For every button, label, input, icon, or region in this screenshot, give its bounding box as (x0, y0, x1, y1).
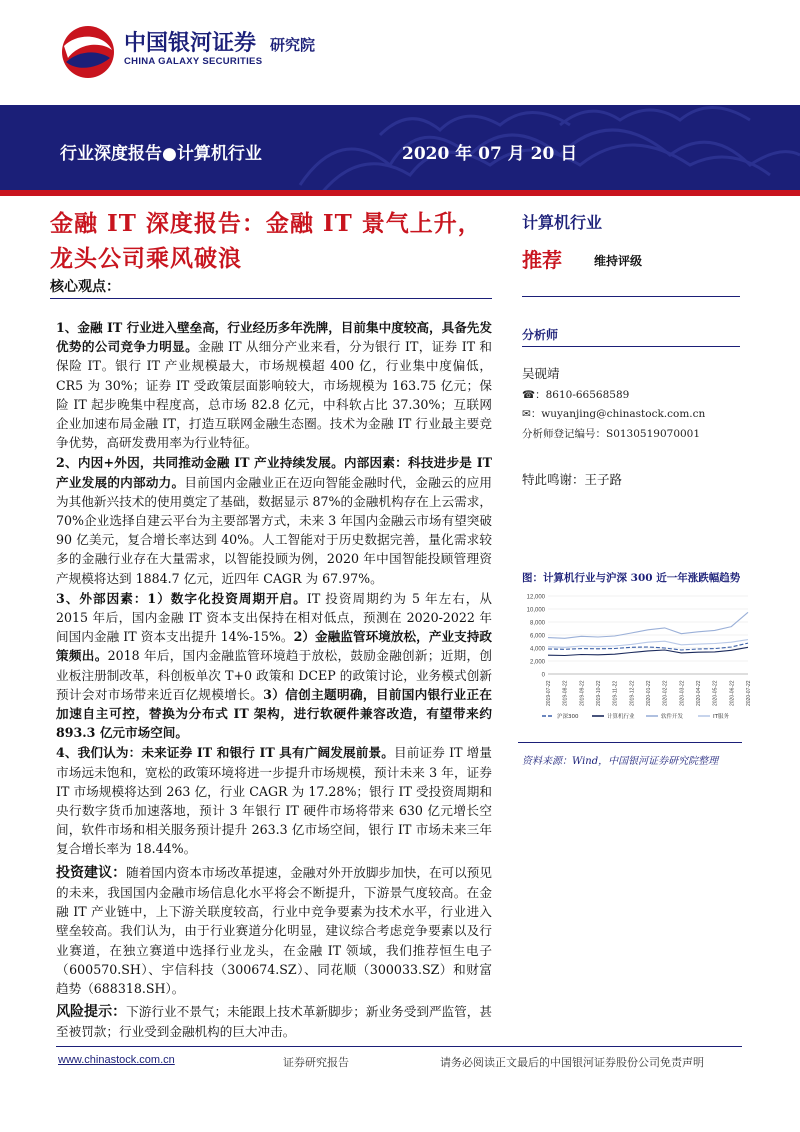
legend-label: 计算机行业 (607, 714, 635, 720)
series-line (548, 640, 748, 648)
y-tick-label: 12,000 (526, 594, 545, 601)
chart-title: 图：计算机行业与沪深 300 近一年涨跌幅趋势 (522, 572, 741, 584)
company-logo (58, 22, 358, 82)
core-view-label: 核心观点： (50, 279, 120, 295)
paragraph-3 (56, 589, 492, 743)
paragraph-2-lead: 2、内因+外因，共同推动金融 IT 产业持续发展。内部因素：科技进步是 IT 产业发展的内部动力。 (56, 455, 492, 490)
rating-note: 维持评级 (594, 254, 643, 268)
x-tick-label: 2019-11-22 (612, 680, 619, 706)
x-tick-label: 2019-08-22 (562, 680, 569, 706)
paragraph-4 (56, 743, 492, 858)
paragraph-3-text: IT 投资周期约为 5 年左右，从 2015 年后，国内金融 IT 资本支出保持在相对低点，预测在 2020-2022 年间国内金融 IT 资本支出提升 14%-15%。 (56, 590, 492, 645)
rating: 推荐 (522, 248, 562, 272)
report-title-line2: 龙头公司乘风破浪 (50, 245, 242, 272)
logo-en-text: CHINA GALAXY SECURITIES (124, 56, 263, 67)
risk-warning-text: 下游行业不景气；未能跟上技术革新脚步；新业务受到严监管，甚至被罚款；行业受到金融机构的巨大冲击。 (56, 1004, 493, 1040)
x-tick-label: 2020-07-22 (746, 680, 752, 706)
main-body (56, 318, 492, 1043)
chart-divider (518, 742, 742, 743)
sidebar-divider-1 (522, 296, 740, 297)
banner-red-stripe (0, 190, 800, 196)
x-tick-label: 2020-02-22 (662, 680, 669, 706)
paragraph-4-text: 目前证券 IT 增量市场远未饱和，宽松的政策环境将进一步提升市场规模，预计未来 3 年，证券 IT 市场规模将达到 263 亿，行业 CAGR 为 17.28%；银行 IT 受投资周期和央行数字货币加速落地，预计 3 年银行 IT 硬件市场将带来 630 亿元增长空间，软件市场和相关服务预计提升 263.3 亿市场空间，银行 IT 市场未来三年复合增长率为 18.44%。 (56, 745, 492, 857)
paragraph-3-lead2: 2）金融监管环境放松，产业支持政策频出。 (56, 629, 492, 664)
x-tick-label: 2019-10-22 (596, 680, 602, 706)
header-banner (0, 105, 800, 195)
footer-url[interactable]: www.chinastock.com.cn (58, 1054, 175, 1066)
analyst-phone-row (522, 387, 629, 402)
paragraph-3-text2: 2018 年后，国内金融监管环境趋于放松，鼓励金融创新；近期，创业板注册制改革，科创板单次 T+0 政策和 DCEP 的政策讨论，业务模式创新预计会对市场带来近百亿规模增长。 (56, 648, 492, 702)
analyst-license: 分析师登记编号：S0130519070001 (522, 428, 701, 440)
chart-source: 资料来源：Wind，中国银河证券研究院整理 (522, 756, 719, 767)
paragraph-3-lead: 3、外部因素：1）数字化投资周期开启。 (56, 590, 307, 606)
thanks-text: 特此鸣谢：王子路 (522, 472, 623, 487)
y-tick-label: 4,000 (529, 646, 545, 653)
legend-label: 软件开发 (661, 714, 684, 720)
x-tick-label: 2020-06-22 (729, 680, 736, 706)
footer-divider (56, 1046, 742, 1047)
paragraph-4-lead: 4、我们认为：未来证券 IT 和银行 IT 具有广阔发展前景。 (56, 745, 394, 761)
paragraph-1-text: 金融 IT 从细分产业来看，分为银行 IT，证券 IT 和保险 IT。银行 IT 产业规模最大，市场规模超 400 亿，行业集中度偏低，CR5 为 30%；证券 IT 受政策层面影响较大，市场规模为 163.75 亿元；保险 IT 起步晚集中程度高，总市场 82.8 亿元，中科软占比 37.30%；互联网企业加速布局金融 IT，打造互联网金融生态圈。技术为金融 IT 行业最主要竞争优势，高研发费用率为行业特征。 (56, 339, 493, 451)
analyst-phone: ：8610-66568589 (535, 389, 630, 401)
mail-icon: ✉ (522, 408, 531, 420)
trend-chart (518, 588, 754, 738)
risk-warning-label: 风险提示： (56, 1004, 127, 1021)
paragraph-2 (56, 453, 492, 587)
footer-center: 证券研究报告 (283, 1056, 349, 1069)
x-tick-label: 2020-01-22 (646, 680, 652, 706)
investment-advice-text: 随着国内资本市场改革提速，金融对外开放脚步加快，在可以预见的未来，我国国内金融市场信息化水平将会不断提升，下游景气度较高。在金融 IT 产业链中，上下游关联度较高，行业中竞争要素为技术水平，行业进入壁垒较高。我们认为，由于行业赛道分化明显，建议综合考虑竞争要素以及行业赛道，在独立赛道中选择行业龙头，在金融 IT 领域，我们推荐恒生电子（600570.SH）、宇信科技（300674.SZ）、同花顺（300033.SZ）和财富趋势（688318.SH）。 (56, 864, 493, 996)
analyst-email[interactable]: ：wuyanjing@chinastock.com.cn (530, 408, 706, 420)
footer-disclaimer: 请务必阅读正文最后的中国银河证券股份公司免责声明 (440, 1056, 704, 1069)
y-tick-label: 6,000 (529, 633, 545, 640)
x-tick-label: 2020-03-22 (679, 680, 686, 706)
x-tick-label: 2019-12-22 (629, 680, 636, 706)
report-date: 2020 年 07 月 20 日 (402, 144, 578, 164)
report-title-line1: 金融 IT 深度报告：金融 IT 景气上升， (50, 210, 482, 237)
galaxy-logo-icon (58, 24, 118, 80)
investment-advice-label: 投资建议： (56, 864, 127, 881)
y-tick-label: 0 (541, 672, 545, 679)
sidebar-divider-2 (522, 346, 740, 347)
logo-cn-text: 中国银河证券 (124, 31, 257, 56)
y-tick-label: 8,000 (529, 620, 545, 627)
title-divider (50, 298, 492, 299)
legend-label: IT服务 (713, 714, 729, 720)
paragraph-3-lead3: 3）信创主题明确，目前国内银行业正在加速自主可控，替换为分布式 IT 架构，进行软硬件兼容改造，有望带来约 893.3 亿元市场空间。 (56, 686, 493, 741)
logo-suffix: 研究院 (270, 36, 316, 54)
paragraph-1 (56, 318, 492, 452)
x-tick-label: 2019-07-22 (546, 680, 552, 706)
investment-advice (56, 863, 492, 998)
x-tick-label: 2020-05-22 (712, 680, 719, 706)
series-line (548, 612, 748, 638)
risk-warning (56, 1002, 492, 1041)
y-tick-label: 2,000 (529, 659, 545, 666)
paragraph-1-lead: 1、金融 IT 行业进入壁垒高，行业经历多年洗牌，目前集中度较高，具备先发优势的公司竞争力明显。 (56, 320, 492, 355)
paragraph-2-text: 目前国内金融业正在迈向智能金融时代，金融云的应用为其他新兴技术的使用奠定了基础，数据显示 87%的金融机构存在上云需求，70%企业选择自建云平台为主要部署方式，未来 3 年国内金融云市场有望突破 90 亿美元，复合增长率达到 40%。人工智能对于历史数据完善，量化需求较多的金融行业存在大量需求，以智能投顾为例，2020 年中国智能投顾管理资产规模将达到 1884.7 亿元，近四年 CAGR 为 67.97%。 (56, 474, 493, 586)
analyst-email-row[interactable] (522, 406, 705, 421)
legend-label: 沪深300 (557, 714, 579, 720)
analyst-label: 分析师 (522, 328, 559, 342)
y-tick-label: 10,000 (526, 607, 545, 614)
analyst-name: 吴砚靖 (522, 366, 560, 381)
phone-icon: ☎ (522, 389, 536, 401)
x-tick-label: 2019-09-22 (579, 680, 586, 706)
sidebar-industry: 计算机行业 (522, 213, 603, 232)
report-type: 行业深度报告●计算机行业 (60, 144, 262, 164)
x-tick-label: 2020-04-22 (696, 680, 702, 706)
